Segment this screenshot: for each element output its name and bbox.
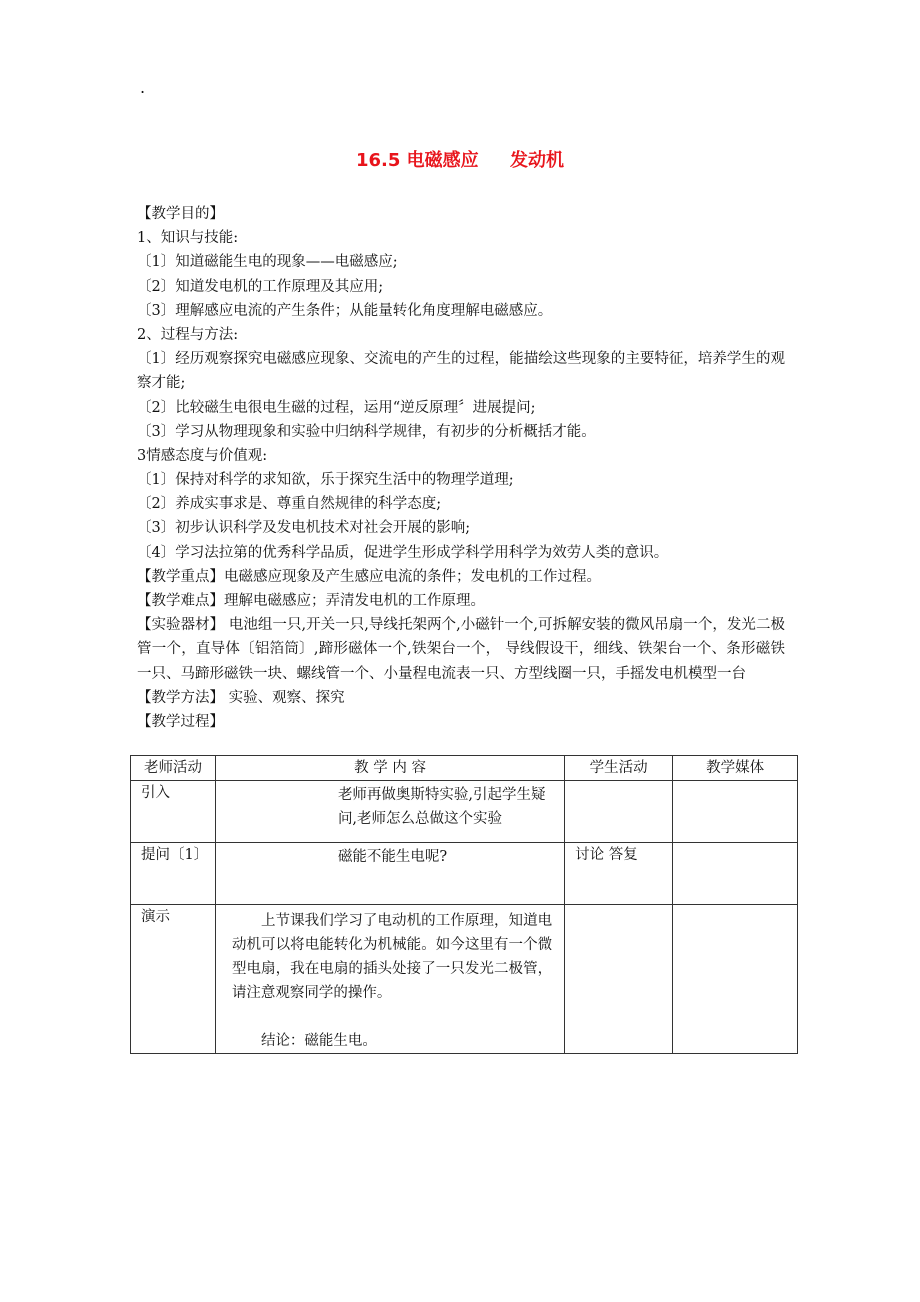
list-item: 〔1〕保持对科学的求知欲，乐于探究生活中的物理学道理; bbox=[137, 472, 514, 489]
list-item: 〔3〕学习从物理现象和实验中归纳科学规律，有初步的分析概括才能。 bbox=[137, 423, 596, 440]
demo-paragraph: 上节课我们学习了电动机的工作原理，知道电动机可以将电能转化为机械能。如今这里有一个微型电扇，我在电扇的插头处接了一只发光二极管，请注意观察同学的操作。 bbox=[231, 913, 553, 1001]
list-item: 〔1〕知道磁能生电的现象——电磁感应; bbox=[137, 254, 398, 271]
header-content: 教 学 内 容 bbox=[215, 756, 564, 781]
header-media: 教学媒体 bbox=[673, 756, 798, 781]
list-item: 〔2〕比较磁生电很电生磁的过程，运用“逆反原理〞进展提问; bbox=[137, 399, 536, 416]
header-student-activity: 学生活动 bbox=[565, 756, 673, 781]
cell-activity: 引入 bbox=[131, 781, 216, 843]
cell-content: 老师再做奥斯特实验,引起学生疑问,老师怎么总做这个实验 bbox=[215, 781, 564, 843]
header-teacher-activity: 老师活动 bbox=[131, 756, 216, 781]
subsection-knowledge: 1、知识与技能: bbox=[137, 230, 239, 247]
demo-conclusion: 结论：磁能生电。 bbox=[260, 1033, 377, 1049]
document-body bbox=[137, 202, 785, 734]
cell-student bbox=[565, 781, 673, 843]
cell-student: 讨论 答复 bbox=[565, 843, 673, 905]
page-dot: . bbox=[140, 78, 146, 97]
spacer bbox=[232, 1005, 552, 1029]
equipment: 【实验器材】 电池组一只,开关一只,导线托架两个,小磁针一个,可拆解安装的微风吊扇一个，发光二极管一个，直导体〔铝箔筒〕,蹄形磁体一个,铁架台一个， 导线假设干，细线、铁架台一个、条形磁铁一只、马蹄形磁铁一块、螺线管一个、小量程电流表一只、方型线圈一只，手摇发电机模型一台 bbox=[137, 617, 785, 682]
table-row bbox=[131, 905, 798, 1054]
difficulty: 【教学难点】理解电磁感应；弄清发电机的工作原理。 bbox=[137, 593, 485, 610]
section-heading-objectives: 【教学目的】 bbox=[137, 206, 224, 222]
table-row bbox=[131, 781, 798, 843]
list-item: 〔3〕初步认识科学及发电机技术对社会开展的影响; bbox=[137, 520, 471, 537]
teaching-method: 【教学方法】 实验、观察、探究 bbox=[137, 689, 345, 706]
cell-activity: 演示 bbox=[131, 905, 216, 1054]
list-item: 〔3〕理解感应电流的产生条件；从能量转化角度理解电磁感应。 bbox=[137, 302, 553, 319]
table-header-row bbox=[131, 756, 798, 781]
cell-media bbox=[673, 905, 798, 1054]
cell-student bbox=[565, 905, 673, 1054]
list-item: 〔4〕学习法拉第的优秀科学品质，促进学生形成学科学用科学为效劳人类的意识。 bbox=[137, 544, 669, 561]
cell-content bbox=[215, 905, 564, 1054]
cell-activity: 提问〔1〕 bbox=[131, 843, 216, 905]
page-title: 16.5 电磁感应 发动机 bbox=[355, 150, 564, 171]
cell-media bbox=[673, 781, 798, 843]
table-row bbox=[131, 843, 798, 905]
list-item: 〔1〕经历观察探究电磁感应现象、交流电的产生的过程，能描绘这些现象的主要特征，培养学生的观察才能; bbox=[137, 351, 785, 392]
subsection-process: 2、过程与方法: bbox=[137, 326, 239, 343]
list-item: 〔2〕养成实事求是、尊重自然规律的科学态度; bbox=[137, 496, 442, 513]
cell-media bbox=[673, 843, 798, 905]
key-point: 【教学重点】电磁感应现象及产生感应电流的条件；发电机的工作过程。 bbox=[137, 568, 601, 585]
list-item: 〔2〕知道发电机的工作原理及其应用; bbox=[137, 278, 384, 295]
subsection-attitude: 3情感态度与价值观: bbox=[137, 447, 268, 464]
section-heading-process: 【教学过程】 bbox=[137, 714, 224, 731]
teaching-process-table bbox=[130, 755, 798, 1054]
cell-content: 磁能不能生电呢? bbox=[215, 843, 564, 905]
